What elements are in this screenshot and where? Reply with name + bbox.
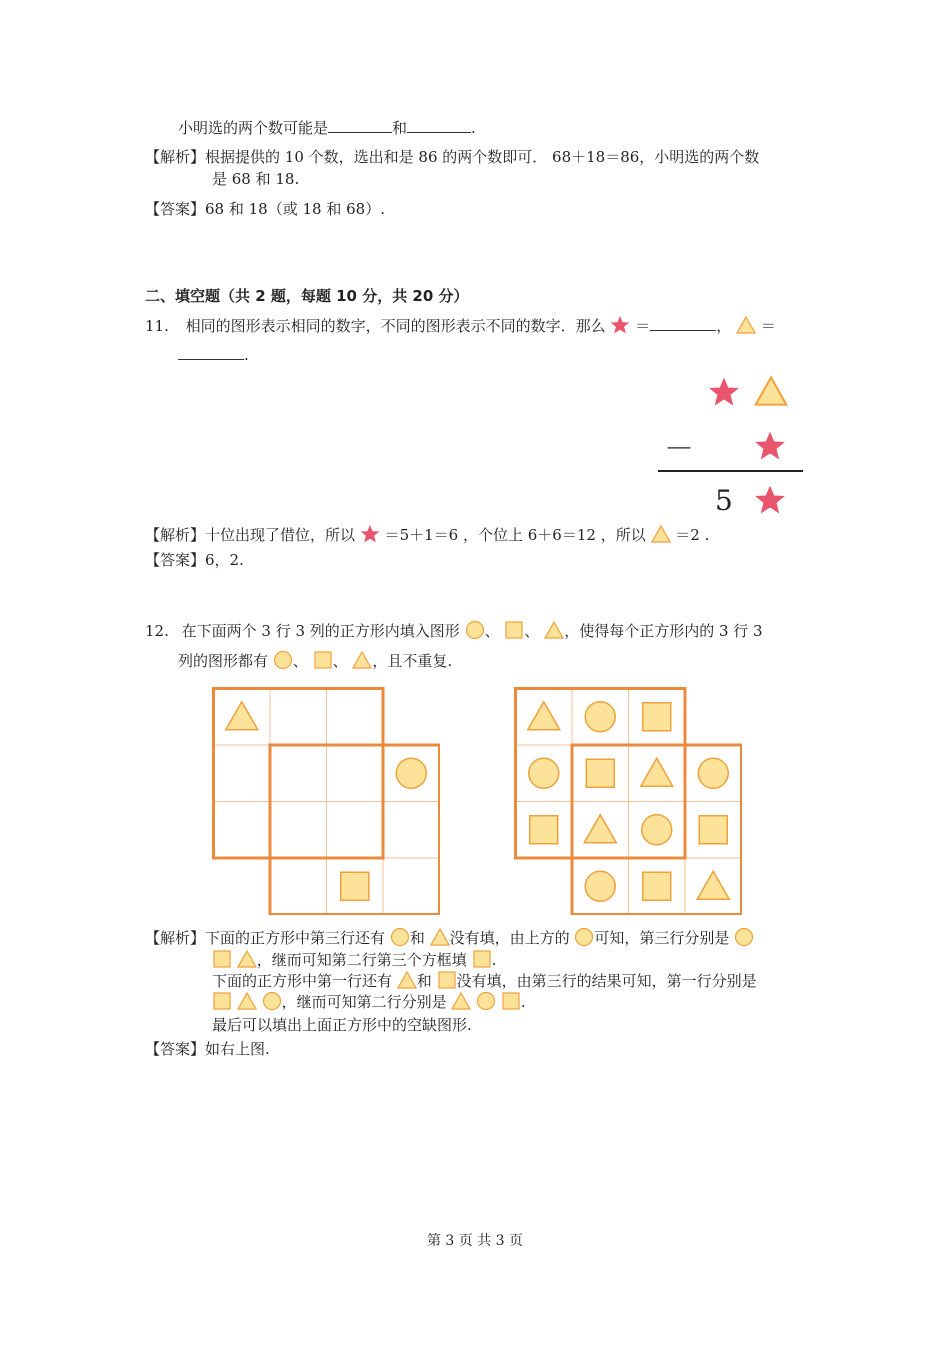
- analysis-text: 和: [409, 929, 425, 947]
- circle-icon: [465, 620, 485, 640]
- analysis-text: 可知，第三行分别是: [594, 929, 730, 947]
- square-shape: [586, 759, 614, 787]
- star-icon: [708, 376, 740, 408]
- analysis-label: 【解析】: [145, 526, 206, 544]
- blank-corner: [514, 860, 570, 916]
- square-icon: [504, 620, 524, 640]
- q10-answer: [145, 198, 385, 219]
- square-icon: [313, 650, 333, 670]
- analysis-text: ＝2 .: [675, 526, 710, 544]
- blank-corner: [385, 687, 441, 743]
- square-icon: [437, 970, 457, 990]
- q12-analysis-line5: 最后可以填出上面正方形中的空缺图形.: [212, 1016, 472, 1034]
- analysis-text: 根据提供的 10 个数，选出和是 86 的两个数即可． 68＋18＝86，小明选的两个数: [205, 148, 760, 166]
- q12-analysis-line3: [212, 970, 757, 991]
- q12-text: ，且不重复.: [372, 652, 453, 670]
- analysis-label: 【解析】: [145, 929, 206, 947]
- circle-icon: [262, 991, 282, 1011]
- circle-icon: [574, 927, 594, 947]
- triangle-icon: [754, 374, 788, 408]
- star-icon: [754, 430, 786, 462]
- analysis-label: 【解析】: [145, 148, 206, 166]
- q10-question-tail: [178, 117, 476, 138]
- triangle-shape: [226, 702, 258, 730]
- analysis-text: 没有填，由上方的: [449, 929, 570, 947]
- separator: 、: [292, 652, 308, 670]
- question-number: 12.: [145, 622, 169, 640]
- separator: 、: [332, 652, 348, 670]
- equals-sign: ＝: [760, 317, 776, 335]
- square-shape: [530, 816, 558, 844]
- circle-shape: [698, 758, 728, 788]
- minus-sign: －: [664, 432, 694, 467]
- answer-blank: [328, 118, 392, 133]
- q12-question: [145, 620, 763, 641]
- circle-icon: [273, 650, 293, 670]
- triangle-icon: [237, 949, 257, 969]
- left-overlapping-grids: [212, 687, 440, 915]
- equals-sign: ＝: [635, 317, 651, 335]
- q12-analysis-line1: [145, 927, 754, 948]
- triangle-shape: [641, 758, 673, 786]
- q12-text: ，使得每个正方形内的 3 行 3: [564, 622, 763, 640]
- answer-text: 6，2.: [205, 551, 244, 569]
- analysis-text: ＝5＋1＝6 ，个位上 6＋6＝12 ，所以: [384, 526, 646, 544]
- answer-label: 【答案】: [145, 1040, 206, 1058]
- q11-question: [145, 315, 776, 336]
- q10-analysis: [145, 146, 759, 167]
- q12-answer: [145, 1038, 270, 1059]
- q12-text: 列的图形都有: [178, 652, 269, 670]
- comma: ，: [716, 317, 732, 335]
- square-icon: [212, 991, 232, 1011]
- circle-icon: [390, 927, 410, 947]
- period: .: [244, 346, 249, 364]
- triangle-shape: [528, 702, 560, 730]
- answer-label: 【答案】: [145, 200, 206, 218]
- digit-five: 5: [715, 484, 733, 517]
- blank-corner: [687, 687, 743, 743]
- analysis-text: 下面的正方形中第一行还有: [212, 972, 393, 990]
- square-shape: [341, 872, 369, 900]
- q12-text: 在下面两个 3 行 3 列的正方形内填入图形: [181, 622, 460, 640]
- circle-shape: [642, 815, 672, 845]
- q11-text: 相同的图形表示相同的数字，不同的图形表示不同的数字．那么: [185, 317, 606, 335]
- question-number: 11.: [145, 317, 169, 335]
- triangle-icon: [451, 991, 471, 1011]
- analysis-text: 没有填，由第三行的结果可知，第一行分别是: [456, 972, 757, 990]
- triangle-icon: [352, 650, 372, 670]
- circle-shape: [585, 702, 615, 732]
- star-icon: [360, 524, 380, 544]
- circle-icon: [476, 991, 496, 1011]
- answer-text: 如右上图.: [205, 1040, 270, 1058]
- star-icon: [610, 315, 630, 335]
- section-title: 二、填空题（共 2 题，每题 10 分，共 20 分）: [145, 287, 469, 305]
- triangle-icon: [651, 524, 671, 544]
- triangle-shape: [584, 815, 616, 843]
- q10-text-a: 小明选的两个数可能是: [178, 119, 329, 137]
- q10-analysis-line2: 是 68 和 18.: [212, 170, 300, 188]
- triangle-shape: [697, 871, 729, 899]
- q12-question-line2: [178, 650, 452, 671]
- q11-question-line2: [178, 345, 249, 364]
- answer-text: 68 和 18（或 18 和 68）.: [205, 200, 385, 218]
- circle-shape: [396, 758, 426, 788]
- triangle-icon: [237, 991, 257, 1011]
- triangle-icon: [544, 620, 564, 640]
- q12-analysis-line2: [212, 949, 496, 970]
- analysis-text: 十位出现了借位，所以: [205, 526, 356, 544]
- q11-answer: [145, 549, 244, 570]
- separator: 、: [524, 622, 540, 640]
- analysis-text: 下面的正方形中第三行还有: [205, 929, 386, 947]
- analysis-text: 和: [416, 972, 432, 990]
- triangle-icon: [397, 970, 417, 990]
- square-icon: [212, 949, 232, 969]
- analysis-text: ，继而可知第二行第三个方框填: [256, 951, 467, 969]
- q11-analysis: [145, 524, 709, 545]
- square-icon: [472, 949, 492, 969]
- analysis-text: .: [520, 993, 526, 1011]
- separator: 、: [484, 622, 500, 640]
- analysis-text: .: [491, 951, 497, 969]
- answer-blank: [178, 345, 244, 360]
- answer-label: 【答案】: [145, 551, 206, 569]
- analysis-text: ，继而可知第二行分别是: [281, 993, 447, 1011]
- q10-text-b: 和: [392, 119, 408, 137]
- right-overlapping-grids: [514, 687, 742, 915]
- square-shape: [643, 703, 671, 731]
- divider-line: [658, 470, 803, 472]
- circle-shape: [529, 758, 559, 788]
- page-footer: 第 3 页 共 3 页: [426, 1233, 524, 1249]
- blank-corner: [212, 860, 268, 916]
- answer-blank: [407, 118, 471, 133]
- square-shape: [643, 872, 671, 900]
- square-shape: [699, 816, 727, 844]
- circle-icon: [734, 927, 754, 947]
- triangle-icon: [430, 927, 450, 947]
- answer-blank: [650, 316, 716, 331]
- star-icon: [754, 484, 786, 516]
- circle-shape: [585, 871, 615, 901]
- triangle-icon: [736, 315, 756, 335]
- q10-text-end: .: [471, 119, 476, 137]
- square-icon: [501, 991, 521, 1011]
- q12-analysis-line4: [212, 991, 526, 1012]
